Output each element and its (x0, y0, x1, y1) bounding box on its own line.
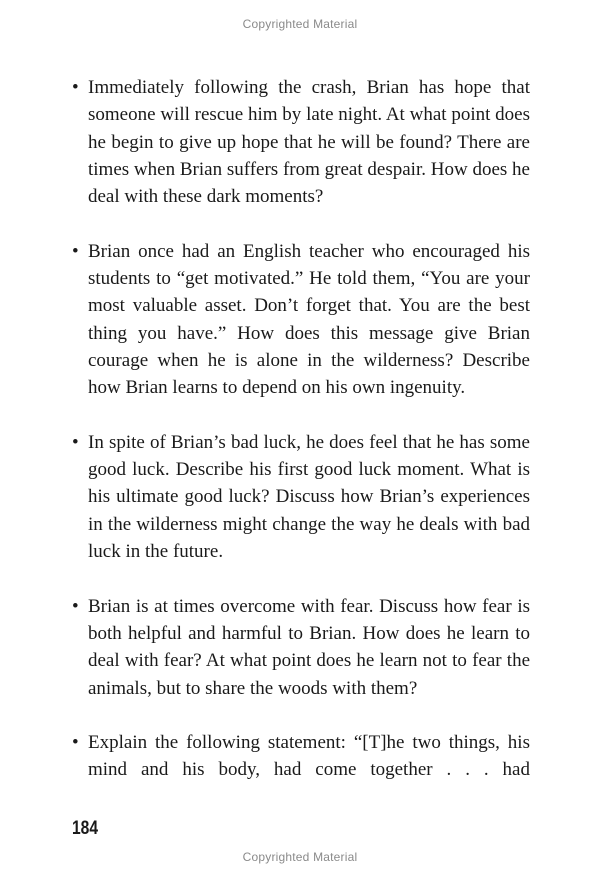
question-item (72, 729, 530, 784)
bullet-icon: • (72, 240, 79, 262)
question-item (72, 429, 530, 565)
bullet-icon: • (72, 595, 79, 617)
question-item (72, 74, 530, 210)
question-item (72, 238, 530, 402)
copyright-watermark-bottom: Copyrighted Material (242, 850, 358, 864)
bullet-icon: • (72, 77, 79, 98)
bullet-icon: • (72, 431, 79, 453)
bullet-icon: • (72, 732, 79, 754)
question-item (72, 593, 530, 702)
copyright-watermark-top: Copyrighted Material (242, 17, 358, 31)
page-number: 184 (72, 818, 98, 839)
discussion-questions-list (72, 74, 530, 811)
question-text: Immediately following the crash, Brian has hope that someone will rescue him by late night. At what point does he begin to give up hope that he will be found? There are times when Brian suffers from great despair. How does he deal with these dark moments? (88, 77, 530, 208)
question-text: Explain the following statement: “[T]he two things, his mind and his body, had come together . . . had (88, 732, 530, 781)
question-text: Brian once had an English teacher who encouraged his students to “get motivated.” He told them, “You are your most valuable asset. Don’t forget that. You are the best thing you have.” How does this message give Brian courage when he is alone in the wilderness? Describe how Brian learns to depend on his own ingenuity. (88, 240, 530, 399)
question-text: Brian is at times overcome with fear. Discuss how fear is both helpful and harmful to Brian. How does he learn to deal with fear? At what point does he learn not to fear the animals, but to share the woods with them? (88, 595, 530, 699)
question-text: In spite of Brian’s bad luck, he does feel that he has some good luck. Describe his first good luck moment. What is his ultimate good luck? Discuss how Brian’s experiences in the wilderness might change the way he deals with bad luck in the future. (88, 431, 530, 563)
